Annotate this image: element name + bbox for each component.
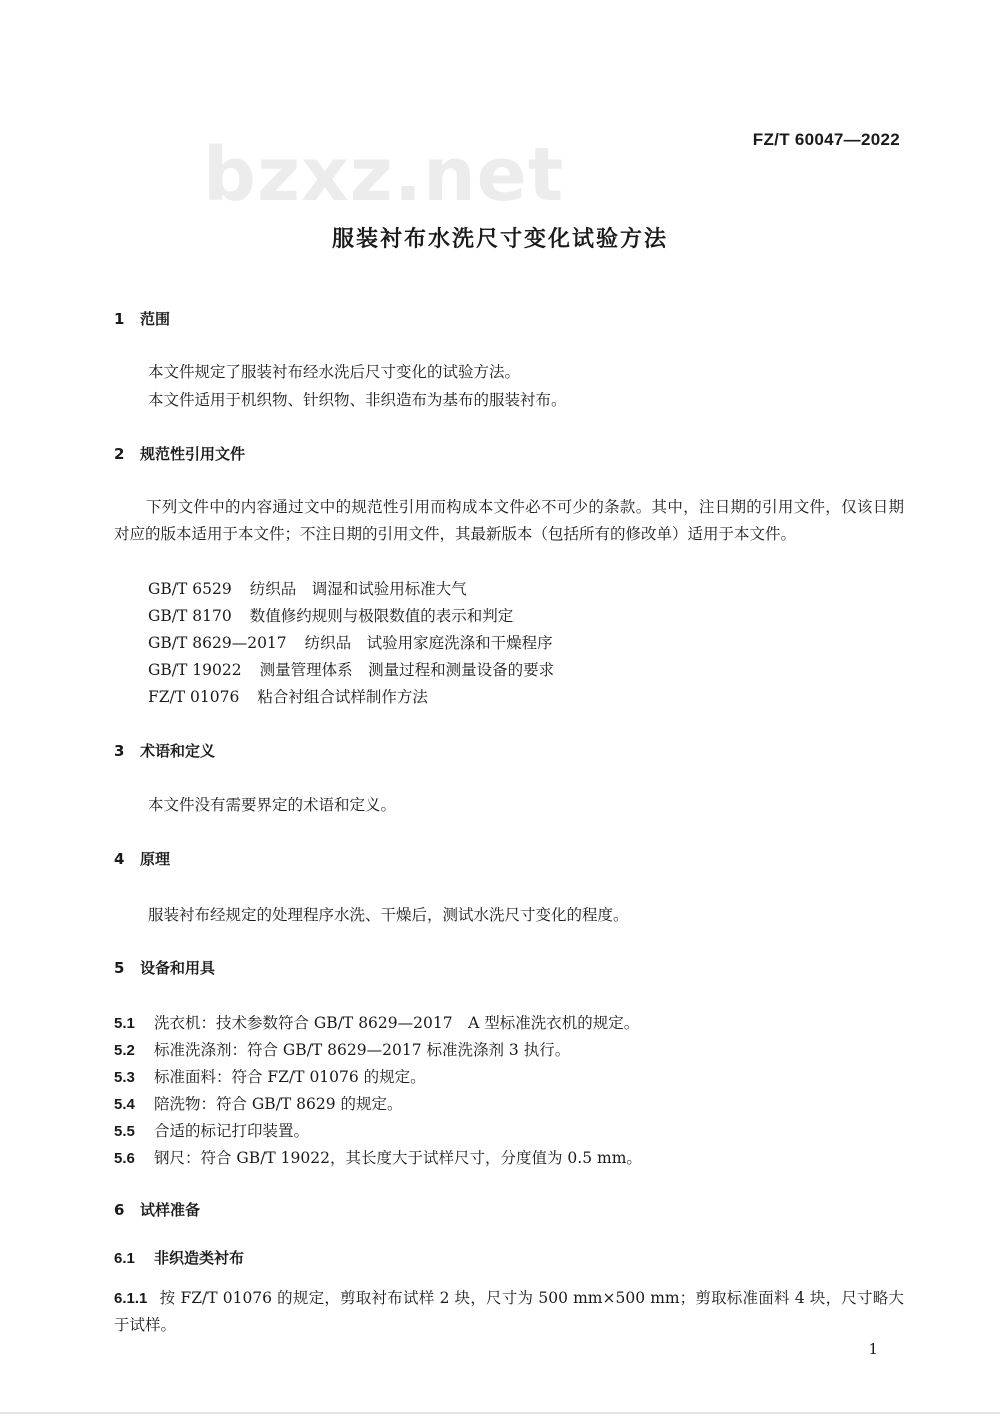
subsection-title: 非织造类衬布 [154,1249,245,1267]
page-bottom-edge [0,1412,1000,1414]
reference-code: GB/T 19022 [148,661,242,679]
reference-title: 纺织品 试验用家庭洗涤和干燥程序 [304,634,553,652]
reference-title: 测量管理体系 测量过程和测量设备的要求 [259,661,555,679]
section-4-heading [114,848,170,869]
clause-text: 合适的标记打印装置。 [154,1122,310,1140]
reference-item [148,631,553,653]
clause-item [114,1119,309,1141]
clause-item [114,1146,642,1168]
clause-item [114,1285,904,1339]
section-title: 范围 [140,310,171,328]
reference-item [148,577,467,599]
clause-number: 5.5 [114,1123,135,1140]
subsection-number: 6.1 [114,1250,135,1267]
watermark: bzxz.net [203,132,565,218]
clause-number: 6.1.1 [114,1290,148,1307]
section-title: 试样准备 [140,1201,201,1219]
clause-number: 5.6 [114,1150,135,1167]
section-5-heading [114,957,215,978]
reference-item [148,604,513,626]
paragraph: 下列文件中的内容通过文中的规范性引用而构成本文件必不可少的条款。其中，注日期的引用文件，仅该日期对应的版本适用于本文件；不注日期的引用文件，其最新版本（包括所有的修改单）适用于本文件。 [114,498,904,543]
clause-item [114,1065,426,1087]
section-title: 规范性引用文件 [140,445,246,463]
reference-item [148,685,428,707]
paragraph: 服装衬布经规定的处理程序水洗、干燥后，测试水洗尺寸变化的程度。 [148,906,629,924]
reference-code: GB/T 8170 [148,607,232,625]
reference-item [148,658,554,680]
section-number: 2 [114,445,125,463]
clause-item [114,1011,639,1033]
section-number: 4 [114,850,125,868]
section-number: 3 [114,742,125,760]
section-2-heading [114,443,245,464]
section-6-heading [114,1199,200,1220]
clause-text: 标准洗涤剂：符合 GB/T 8629—2017 标准洗涤剂 3 执行。 [154,1041,571,1059]
reference-title: 粘合衬组合试样制作方法 [257,688,428,706]
standard-number: FZ/T 60047—2022 [752,130,900,149]
clause-item [114,1092,403,1114]
section-title: 原理 [140,850,171,868]
paragraph: 本文件适用于机织物、针织物、非织造布为基布的服装衬布。 [148,391,567,409]
page-number: 1 [868,1340,878,1358]
reference-code: GB/T 6529 [148,580,232,598]
section-number: 1 [114,310,125,328]
clause-text: 按 FZ/T 01076 的规定，剪取衬布试样 2 块，尺寸为 500 mm×500 mm；剪取标准面料 4 块，尺寸略大于试样。 [114,1289,904,1334]
clause-item [114,1038,570,1060]
clause-text: 陪洗物：符合 GB/T 8629 的规定。 [154,1095,403,1113]
section-title: 术语和定义 [140,742,216,760]
section-3-heading [114,740,215,761]
reference-code: FZ/T 01076 [148,688,240,706]
reference-title: 纺织品 调湿和试验用标准大气 [249,580,467,598]
reference-code: GB/T 8629—2017 [148,634,287,652]
subsection-6-1-heading [114,1247,244,1268]
paragraph: 本文件没有需要界定的术语和定义。 [148,796,397,814]
clause-text: 洗衣机：技术参数符合 GB/T 8629—2017 A 型标准洗衣机的规定。 [154,1014,640,1032]
section-number: 5 [114,959,125,977]
section-1-heading [114,308,170,329]
document-title: 服装衬布水洗尺寸变化试验方法 [331,227,668,252]
paragraph: 本文件规定了服装衬布经水洗后尺寸变化的试验方法。 [148,363,521,381]
clause-text: 钢尺：符合 GB/T 19022，其长度大于试样尺寸，分度值为 0.5 mm。 [154,1149,642,1167]
clause-number: 5.1 [114,1015,135,1032]
clause-number: 5.4 [114,1096,135,1113]
section-number: 6 [114,1201,125,1219]
section-title: 设备和用具 [140,959,216,977]
clause-number: 5.2 [114,1042,135,1059]
reference-title: 数值修约规则与极限数值的表示和判定 [249,607,514,625]
clause-number: 5.3 [114,1069,135,1086]
clause-text: 标准面料：符合 FZ/T 01076 的规定。 [154,1068,426,1086]
